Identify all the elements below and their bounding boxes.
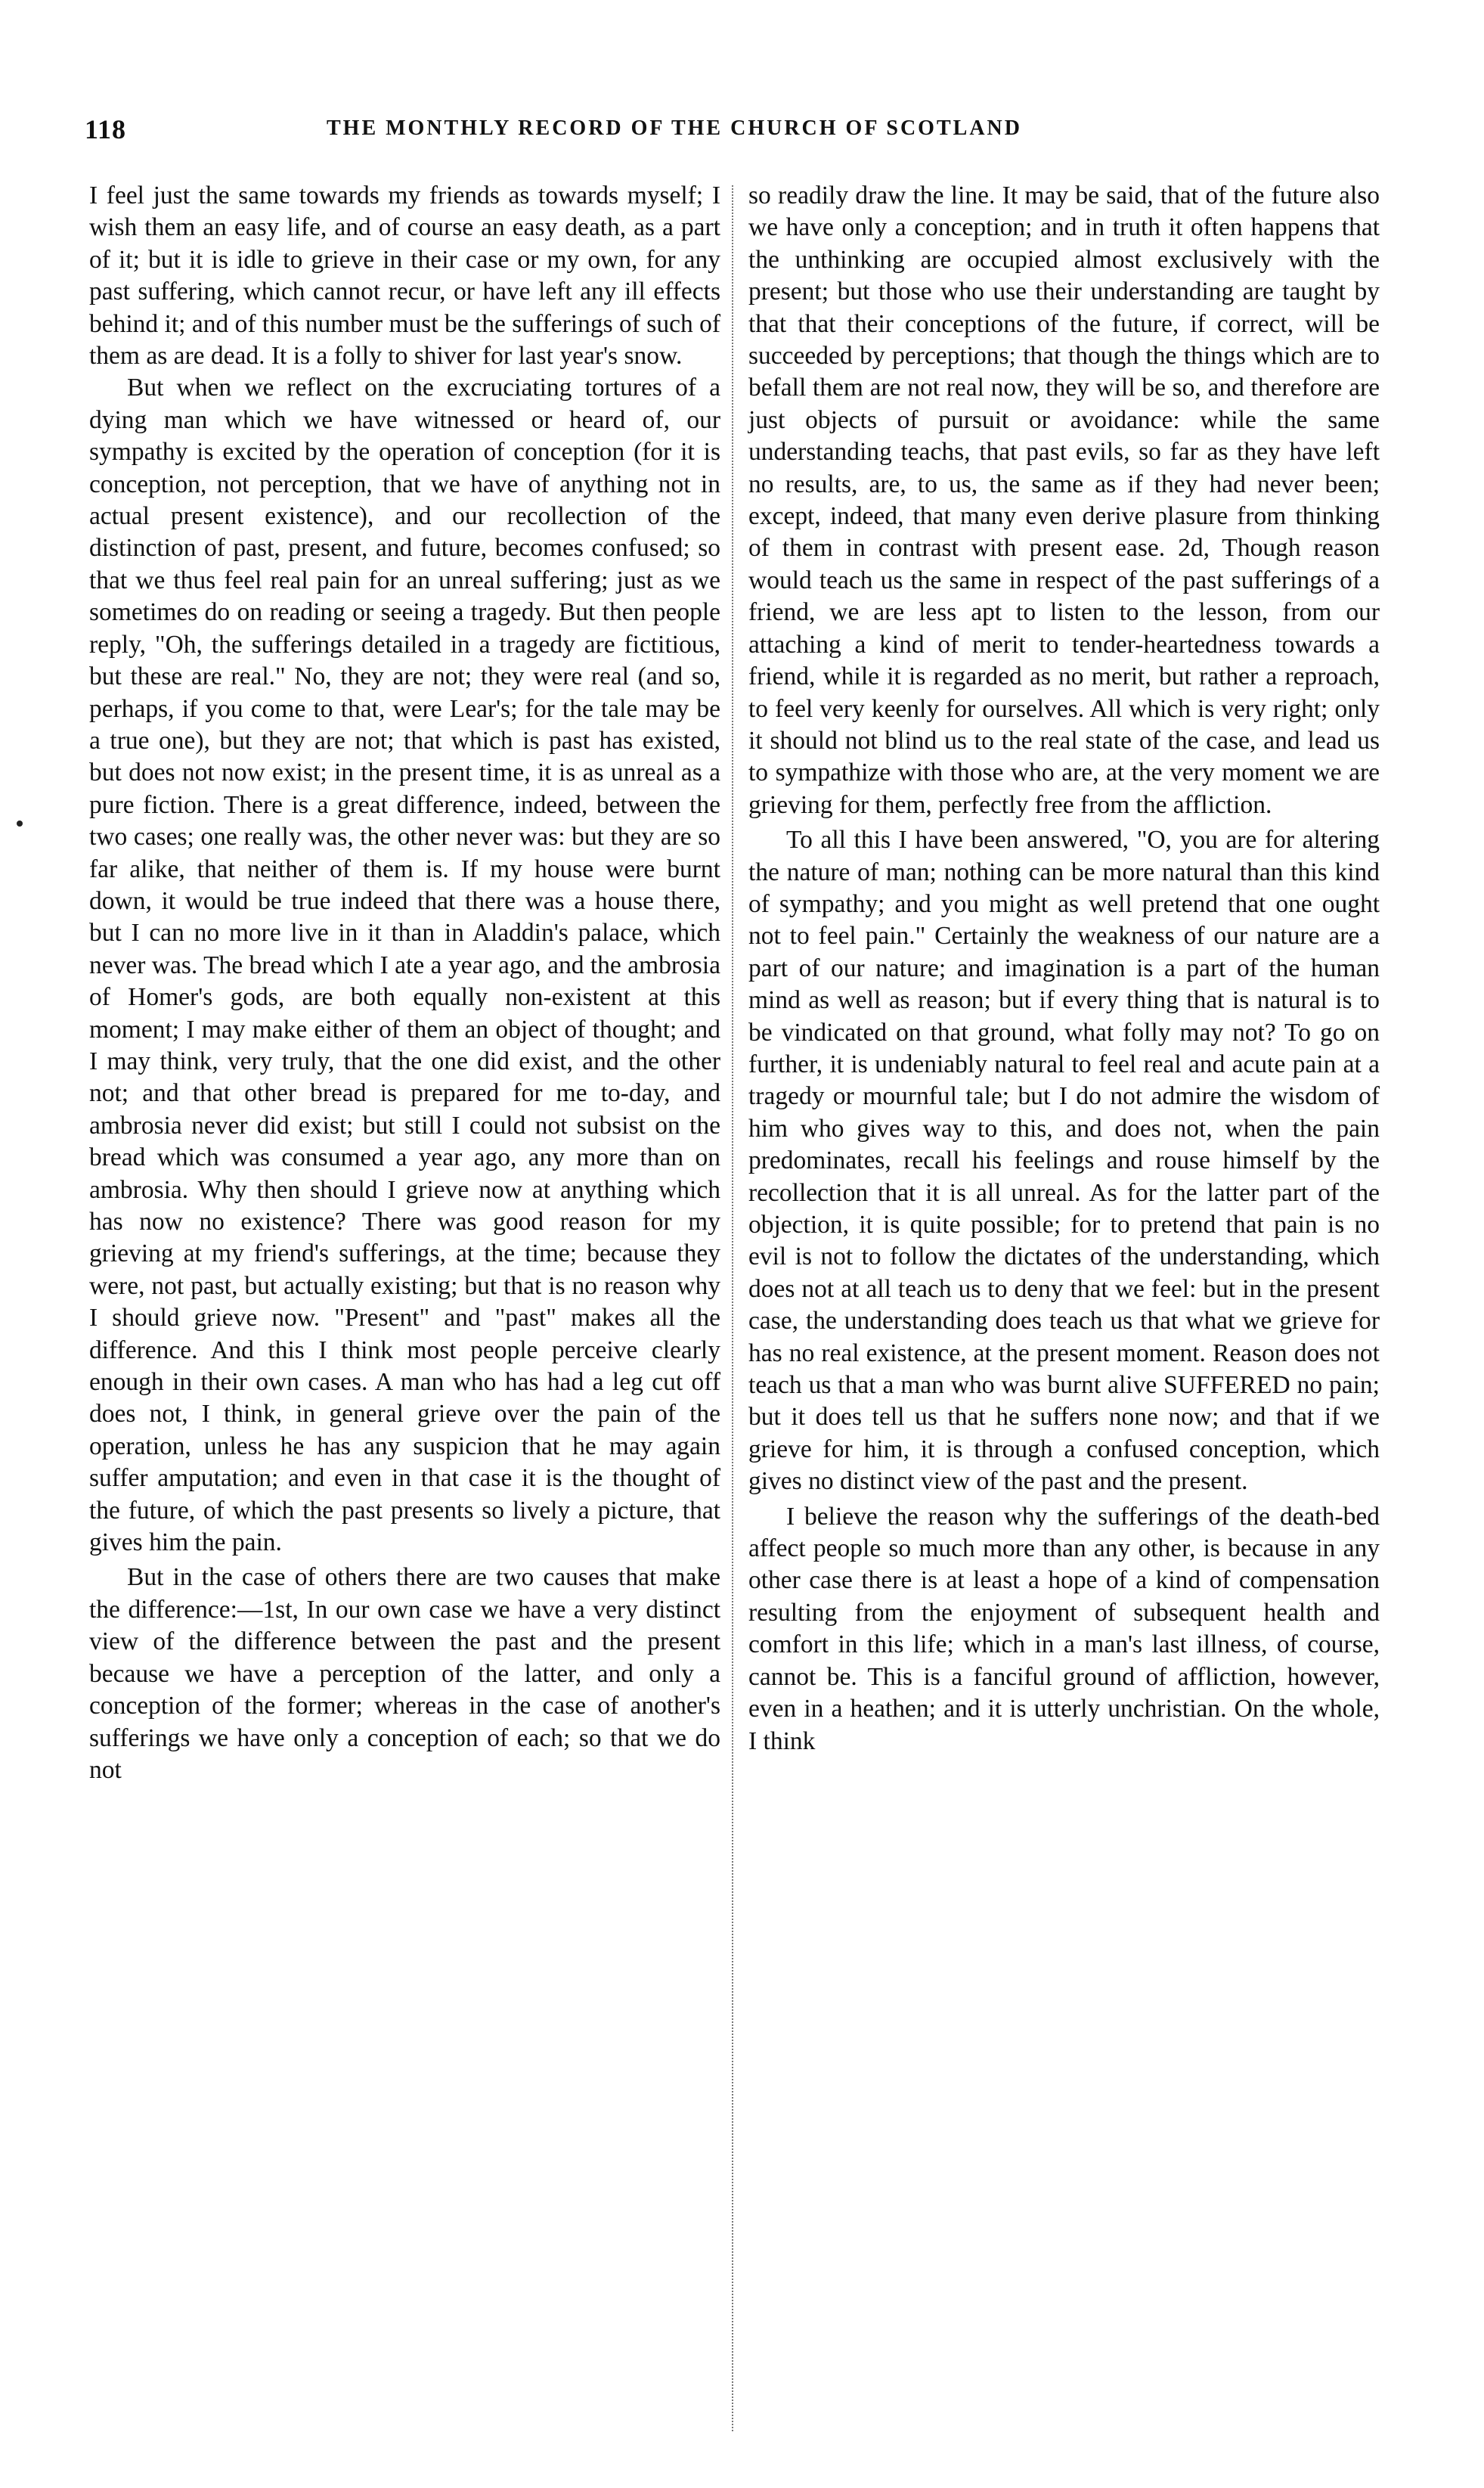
column-divider	[732, 185, 733, 2431]
page-number: 118	[85, 114, 127, 144]
journal-title: THE MONTHLY RECORD OF THE CHURCH OF SCOTLAND	[327, 116, 1022, 140]
right-paragraph-3: I believe the reason why the sufferings of the death-bed affect people so much more than any other, is because in any other case there is at least a hope of a kind of compensation resulting from the enjoyment of subsequent health and comfort in this life; which in a man's last illness, of course, cannot be. This is a fanciful ground of affliction, however, even in a heathen; and it is utterly unchristian. On the whole, I think	[748, 1502, 1380, 1755]
margin-speck	[17, 821, 23, 827]
left-column	[89, 180, 720, 2441]
left-paragraph-1: I feel just the same towards my friends as towards myself; I wish them an easy life, and of course an easy death, as a part of it; but it is idle to grieve in their case or my own, for any past suffering, which cannot recur, or have left any ill effects behind it; and of this number must be the sufferings of such of them as are dead. It is a folly to shiver for last year's snow.	[89, 181, 720, 371]
right-paragraph-1: so readily draw the line. It may be said, that of the future also we have only a conception; and in truth it often happens that the unthinking are occupied almost exclusively with the present; but those who use their understanding are taught by that that their conceptions of the future, if correct, will be succeeded by perceptions; that though the things which are to befall them are not real now, they will be so, and therefore are just objects of pursuit or avoidance: while the same understanding teachs, that past evils, so far as they have left no results, are, to us, the same as if they had never been; except, indeed, that many even derive plasure from thinking of them in contrast with present ease. 2d, Though reason would teach us the same in respect of the past sufferings of a friend, we are less apt to listen to the lesson, from our attaching a kind of merit to tender-heartedness towards a friend, while it is regarded as no merit, but rather a reproach, to feel very keenly for ourselves. All which is very right; only it should not blind us to the real state of the case, and lead us to sympathize with those who are, at the very moment we are grieving for them, perfectly free from the affliction.	[748, 181, 1380, 819]
running-head	[85, 113, 1400, 151]
right-column	[748, 180, 1380, 2441]
left-paragraph-2: But when we reflect on the excruciating tortures of a dying man which we have witnessed or heard of, our sympathy is excited by the operation of conception (for it is conception, not perception, that we have of anything not in actual present existence), and our recollection of the distinction of past, present, and future, becomes confused; so that we thus feel real pain for an unreal suffering; just as we sometimes do on reading or seeing a tragedy. But then people reply, "Oh, the sufferings detailed in a tragedy are fictitious, but these are real." No, they are not; they were real (and so, perhaps, if you come to that, were Lear's; for the tale may be a true one), but they are not; that which is past has existed, but does not now exist; in the present time, it is as unreal as a pure fiction. There is a great difference, indeed, between the two cases; one really was, the other never was: but they are so far alike, that neither of them is. If my house were burnt down, it would be true indeed that there was a house there, but I can no more live in it than in Aladdin's palace, which never was. The bread which I ate a year ago, and the ambrosia of Homer's gods, are both equally non-existent at this moment; I may make either of them an object of thought; and I may think, very truly, that the one did exist, and the other not; and that other bread is prepared for me to-day, and ambrosia never did exist; but still I could not subsist on the bread which was consumed a year ago, any more than on ambrosia. Why then should I grieve now at anything which has now no existence? There was good reason for my grieving at my friend's sufferings, at the time; because they were, not past, but actually existing; but that is no reason why I should grieve now. "Present" and "past" makes all the difference. And this I think most people perceive clearly enough in their own cases. A man who has had a leg cut off does not, I think, in general grieve over the pain of the operation, unless he has any suspicion that he may again suffer amputation; and even in that case it is the thought of the future, of which the past presents so lively a picture, that gives him the pain.	[89, 374, 720, 1557]
right-paragraph-2: To all this I have been answered, "O, you are for altering the nature of man; nothing can be more natural than this kind of sympathy; and you might as well pretend that one ought not to feel pain." Certainly the weakness of our nature are a part of our nature; and imagination is a part of the human mind as well as reason; but if every thing that is natural is to be vindicated on that ground, what folly may not? To go on further, it is undeniably natural to feel real and acute pain at a tragedy or mournful tale; but I do not admire the wisdom of him who gives way to this, and does not, when the pain predominates, recall his feelings and rouse himself by the recollection that it is all unreal. As for the latter part of the objection, it is quite possible; for to pretend that pain is no evil is not to follow the dictates of the understanding, which does not at all teach us to deny that we feel: but in the present case, the understanding does teach us that what we grieve for has no real existence, at the present moment. Reason does not teach us that a man who was burnt alive SUFFERED no pain; but it does tell us that he suffers none now; and that if we grieve for him, it is through a confused conception, which gives no distinct view of the past and the present.	[748, 826, 1380, 1496]
left-paragraph-3: But in the case of others there are two causes that make the difference:—1st, In our own case we have a very distinct view of the difference between the past and the present because we have a perception of the latter, and only a conception of the former; whereas in the case of another's sufferings we have only a conception of each; so that we do not	[89, 1563, 720, 1784]
